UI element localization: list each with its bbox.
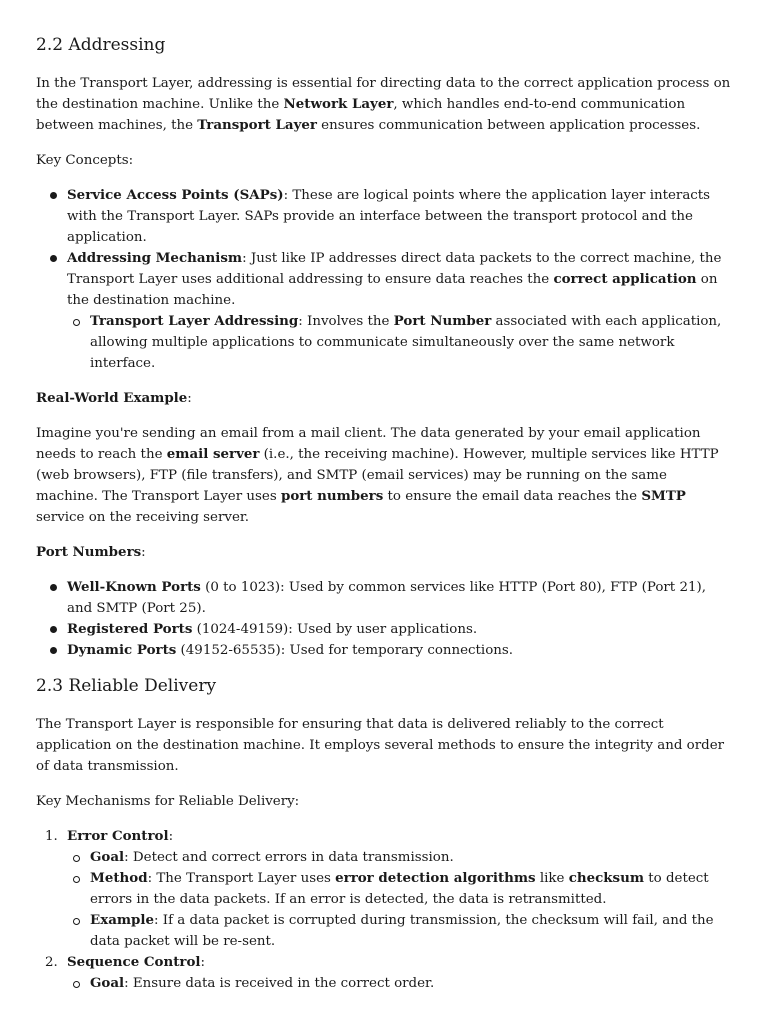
text-run: (49152-65535): Used for temporary connections. [176,643,514,658]
bold-term: Example [90,912,155,928]
list-item-method [90,868,732,910]
text-run: on the destination machine. [67,272,718,308]
bold-term: correct application [553,271,697,287]
list-number: 2. [45,955,58,970]
list-item-goal [90,847,732,868]
bold-term: Error Control [67,828,169,844]
text-run: : [187,391,192,406]
real-world-paragraph [36,423,732,528]
text-run: (i.e., the receiving machine). However, multiple services like HTTP (web browsers), FTP (file transfers), and SMTP (email services) may be running on the same machine. The Transport Layer uses [36,447,719,504]
text-run: : [141,545,146,560]
sequence-control-sub-list [67,973,732,994]
text-run: like [535,871,569,886]
bold-network-layer: Network Layer [283,96,394,112]
reliable-intro-paragraph: The Transport Layer is responsible for ensuring that data is delivered reliably to the correct application on the destination machine. It employs several methods to ensure the integrity and order of data transmission. [36,717,725,774]
list-item-sequence-control [45,952,732,994]
text-run: : Ensure data is received in the correct order. [124,976,435,991]
text-run: , which handles end-to-end communication between machines, the [36,97,686,133]
bold-transport-layer: Transport Layer [197,117,317,133]
list-item-well-known-ports [67,577,732,619]
key-concepts-label: Key Concepts: [36,153,134,168]
bold-term: Sequence Control [67,954,201,970]
list-item-dynamic-ports [67,640,732,661]
bold-term: Goal [90,975,125,991]
text-run: (1024-49159): Used by user applications. [192,622,478,637]
list-item-registered-ports [67,619,732,640]
list-item-goal [90,973,732,994]
list-item-error-control [45,826,732,952]
text-run: : Just like IP addresses direct data packets to the correct machine, the Transport Layer uses additional addressing to ensure data reaches the [67,251,722,287]
list-item-saps [67,185,732,248]
addressing-sub-list [67,311,732,374]
port-numbers-list [36,577,732,661]
bold-term: Dynamic Ports [67,642,177,658]
text-run: : [168,829,174,844]
text-run: service on the receiving server. [36,510,250,525]
list-item-transport-layer-addressing [90,311,732,374]
text-run: to ensure the email data reaches the [383,489,642,504]
bold-term: checksum [568,870,644,886]
bold-term: Registered Ports [67,621,193,637]
text-run: : If a data packet is corrupted during transmission, the checksum will fail, and the data packet will be re-sent. [90,913,714,949]
bold-heading: Real-World Example [36,390,188,406]
addressing-intro-paragraph [36,73,732,136]
bold-term: Port Number [393,313,492,329]
text-run: : These are logical points where the application layer interacts with the Transport Layer. SAPs provide an interface between the transport protocol and the application. [67,188,711,245]
bold-term: port numbers [280,488,384,504]
error-control-sub-list [67,847,732,952]
bold-term: SMTP [641,488,686,504]
text-run: Imagine you're sending an email from a mail client. The data generated by your email application needs to reach the [36,426,701,462]
text-run: : [200,955,205,970]
bold-heading: Port Numbers [36,544,142,560]
bold-term: Transport Layer Addressing [90,313,299,329]
text-run: (0 to 1023): Used by common services like HTTP (Port 80), FTP (Port 21), and SMTP (Port 25). [67,580,706,616]
bold-term: email server [166,446,260,462]
bold-term: Method [90,870,148,886]
text-run: ensures communication between application processes. [316,118,701,133]
text-run: : Detect and correct errors in data transmission. [124,850,454,865]
list-item-addressing-mechanism [67,248,732,374]
bold-term: error detection algorithms [335,870,536,886]
text-run: In the Transport Layer, addressing is essential for directing data to the correct application process on the destination machine. Unlike the [36,76,731,112]
port-numbers-label [36,542,732,563]
real-world-label [36,388,732,409]
list-item-example [90,910,732,952]
section-title-addressing: 2.2 Addressing [36,35,166,55]
mechanisms-list [36,826,732,994]
text-run: associated with each application, allowing multiple applications to communicate simultaneously over the same network interface. [90,314,722,371]
bold-term: Addressing Mechanism [67,250,243,266]
list-number: 1. [45,829,58,844]
bold-term: Well-Known Ports [67,579,201,595]
key-concepts-list [36,185,732,374]
text-run: : Involves the [298,314,394,329]
text-run: to detect errors in the data packets. If an error is detected, the data is retransmitted. [90,871,709,907]
bold-term: Service Access Points (SAPs) [67,187,284,203]
mechanisms-label: Key Mechanisms for Reliable Delivery: [36,794,300,809]
text-run: : The Transport Layer uses [147,871,336,886]
bold-term: Goal [90,849,125,865]
section-title-reliable-delivery: 2.3 Reliable Delivery [36,676,217,696]
